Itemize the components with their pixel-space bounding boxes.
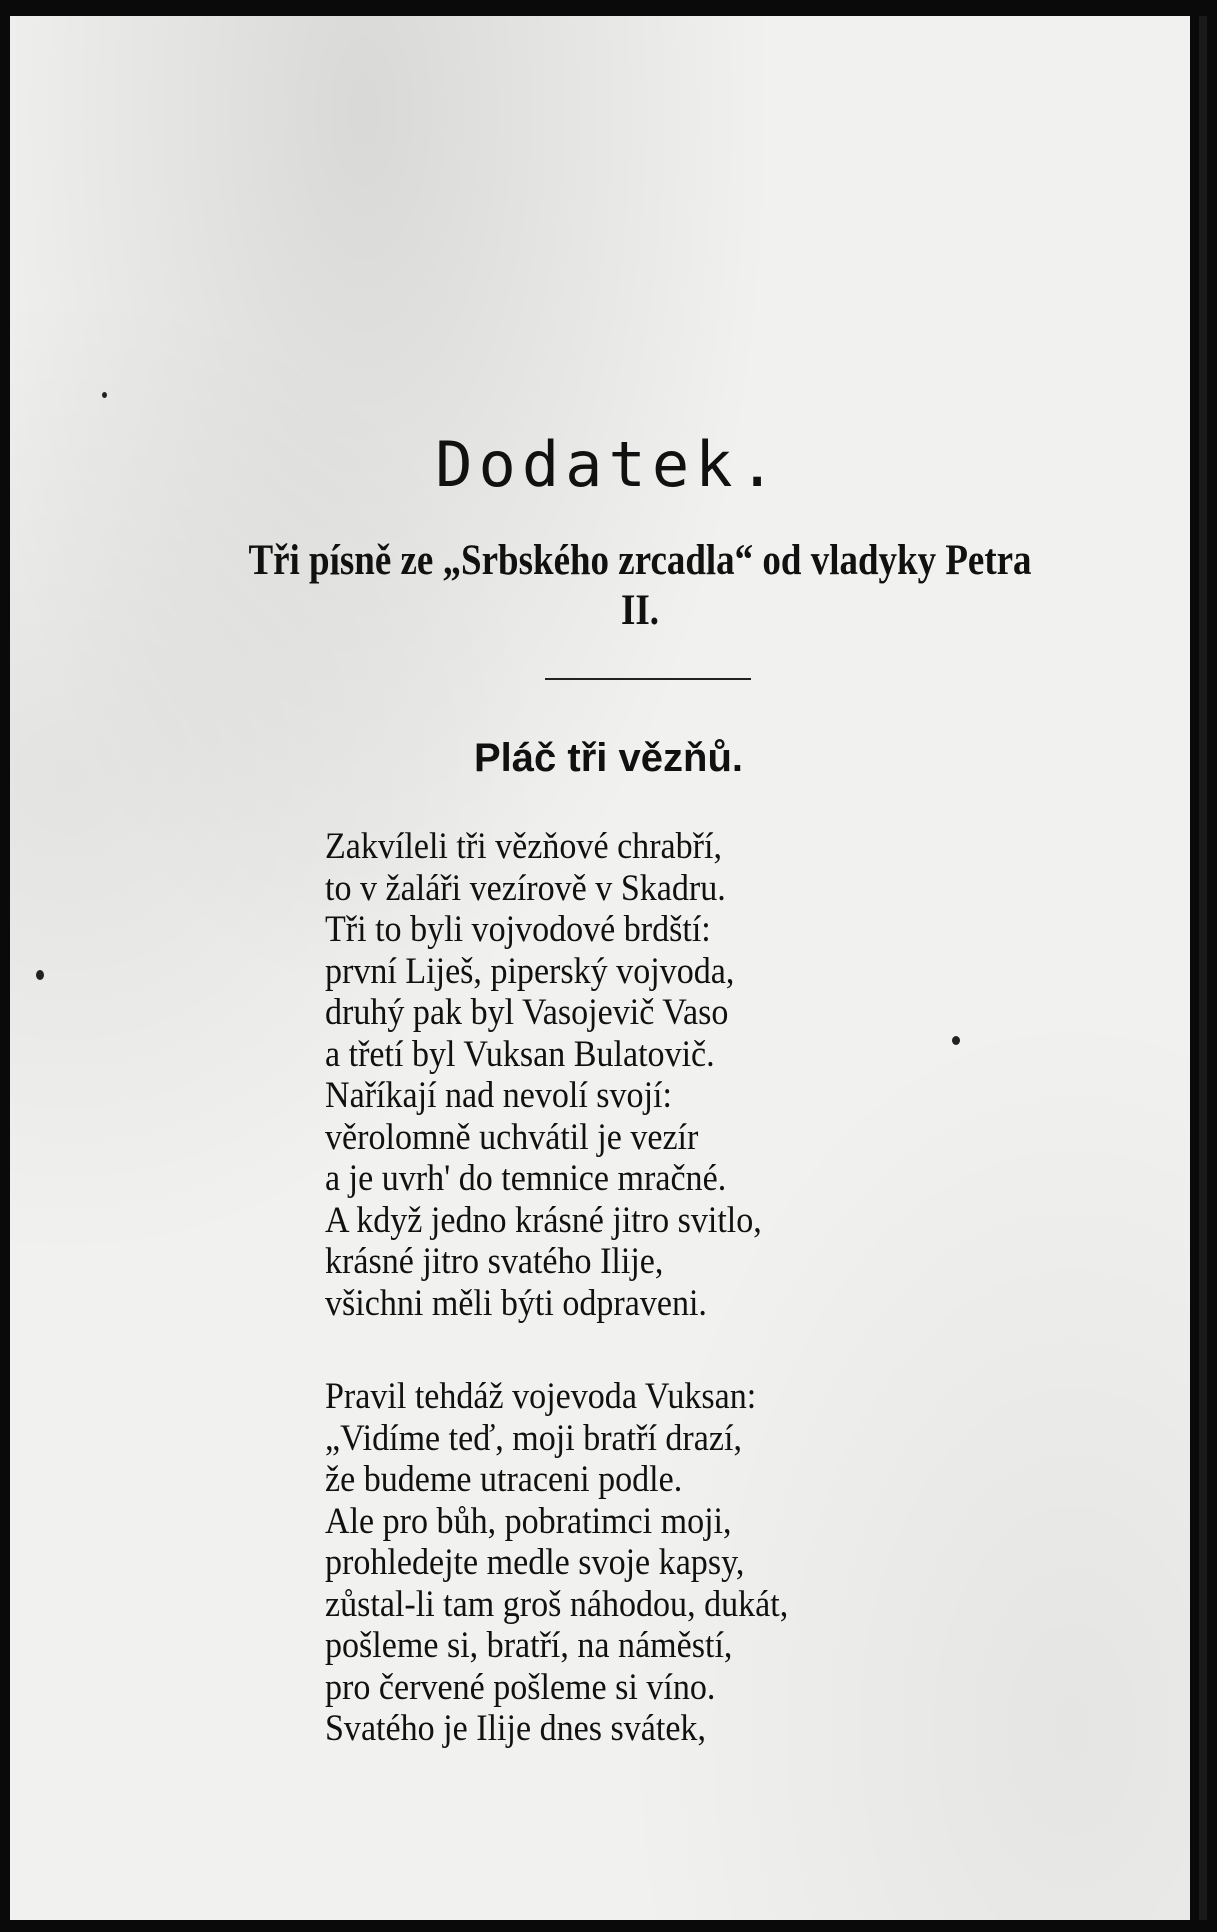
verse-line: Svatého je Ilije dnes svátek, bbox=[325, 1708, 706, 1749]
verse-line: a je uvrh' do temnice mračné. bbox=[325, 1158, 727, 1199]
verse-line: pošleme si, bratří, na náměstí, bbox=[325, 1625, 733, 1666]
verse-line: že budeme utraceni podle. bbox=[325, 1459, 683, 1500]
verse-line: krásné jitro svatého Ilije, bbox=[325, 1241, 664, 1282]
verse-line: Zakvíleli tři vězňové chrabří, bbox=[325, 826, 722, 867]
verse-line: všichni měli býti odpraveni. bbox=[325, 1282, 707, 1324]
verse-line: pro červené pošleme si víno. bbox=[325, 1666, 716, 1708]
verse-line: zůstal-li tam groš náhodou, dukát, bbox=[325, 1583, 789, 1625]
verse-line: Pravil tehdáž vojevoda Vuksan: bbox=[325, 1376, 757, 1417]
stanza bbox=[325, 826, 800, 1324]
verse-line: Ale pro bůh, pobratimci moji, bbox=[325, 1500, 732, 1542]
page-edge bbox=[1199, 16, 1207, 1920]
print-speck bbox=[952, 1036, 960, 1045]
section-subtitle: Tři písně ze „Srbského zrcadla“ od vladyky Petra II. bbox=[248, 537, 1032, 634]
divider-rule bbox=[545, 678, 751, 680]
print-speck bbox=[102, 392, 107, 398]
verse-line: to v žaláři vezírově v Skadru. bbox=[325, 867, 726, 909]
poem-title: Pláč tři vězňů. bbox=[474, 736, 743, 780]
verse-line: A když jedno krásné jitro svitlo, bbox=[325, 1199, 762, 1241]
verse-line: Tři to byli vojvodové brdští: bbox=[325, 909, 711, 950]
print-speck bbox=[36, 970, 44, 980]
verse-line: první Liješ, piperský vojvoda, bbox=[325, 950, 735, 992]
verse-line: druhý pak byl Vasojevič Vaso bbox=[325, 992, 729, 1033]
section-heading: Dodatek. bbox=[435, 428, 782, 501]
stanza bbox=[325, 1376, 829, 1750]
verse-line: prohledejte medle svoje kapsy, bbox=[325, 1542, 745, 1583]
verse-line: věrolomně uchvátil je vezír bbox=[325, 1116, 699, 1158]
verse-line: „Vidíme teď, moji bratří drazí, bbox=[325, 1417, 742, 1459]
verse-line: a třetí byl Vuksan Bulatovič. bbox=[325, 1033, 715, 1075]
verse-line: Naříkají nad nevolí svojí: bbox=[325, 1075, 672, 1116]
